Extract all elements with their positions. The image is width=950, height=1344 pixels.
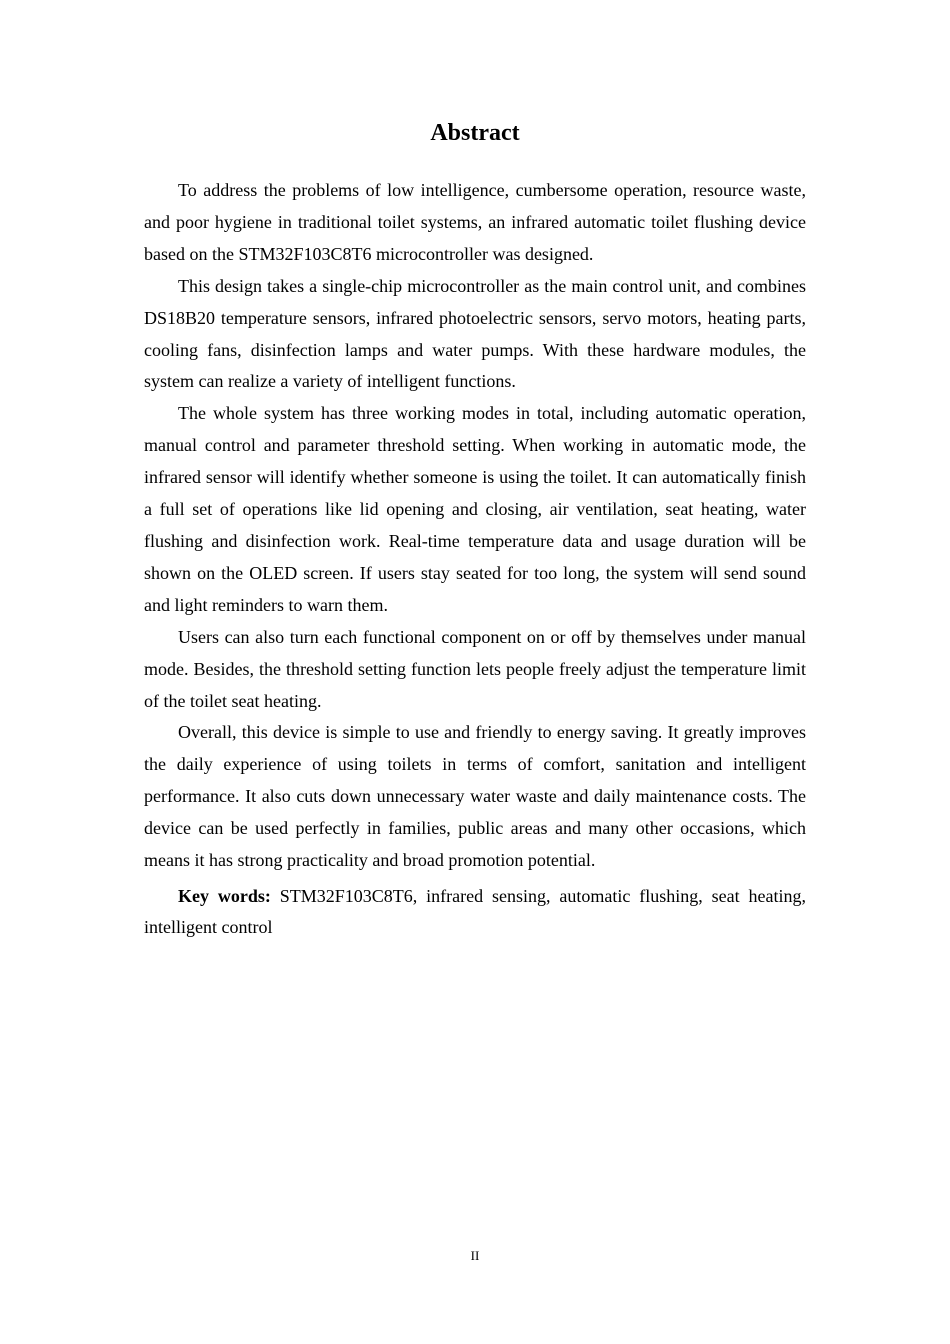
page-number: II [470,1248,480,1263]
keywords-line [144,881,806,943]
abstract-paragraph: To address the problems of low intelligence, cumbersome operation, resource waste, and poor hygiene in traditional toilet systems, an infrared automatic toilet flushing device based on the STM32F103C8T6 microcontroller was designed. [144,180,806,264]
abstract-title: Abstract [430,120,520,146]
abstract-paragraph: Users can also turn each functional component on or off by themselves under manual mode. Besides, the threshold setting function lets people freely adjust the temperature limit of the toilet seat heating. [144,626,806,711]
keywords-label: Key words: [178,885,271,906]
abstract-paragraph: This design takes a single-chip microcontroller as the main control unit, and combines DS18B20 temperature sensors, infrared photoelectric sensors, servo motors, heating parts, cooling fans, disinfection lamps and water pumps. With these hardware modules, the system can realize a variety of intelligent functions. [144,275,806,392]
abstract-paragraph: The whole system has three working modes in total, including automatic operation, manual control and parameter threshold setting. When working in automatic mode, the infrared sensor will identify whether someone is using the toilet. It can automatically finish a full set of operations like lid opening and closing, air ventilation, seat heating, water flushing and disinfection work. Real-time temperature data and usage duration will be shown on the OLED screen. If users stay seated for too long, the system will send sound and light reminders to warn them. [144,403,806,615]
keywords-text: STM32F103C8T6, infrared sensing, automatic flushing, seat heating, intelligent control [144,885,806,937]
abstract-paragraph: Overall, this device is simple to use and friendly to energy saving. It greatly improves the daily experience of using toilets in terms of comfort, sanitation and intelligent performance. It also cuts down unnecessary water waste and daily maintenance costs. The device can be used perfectly in families, public areas and many other occasions, which means it has strong practicality and broad promotion potential. [144,722,806,871]
abstract-body [144,175,806,943]
